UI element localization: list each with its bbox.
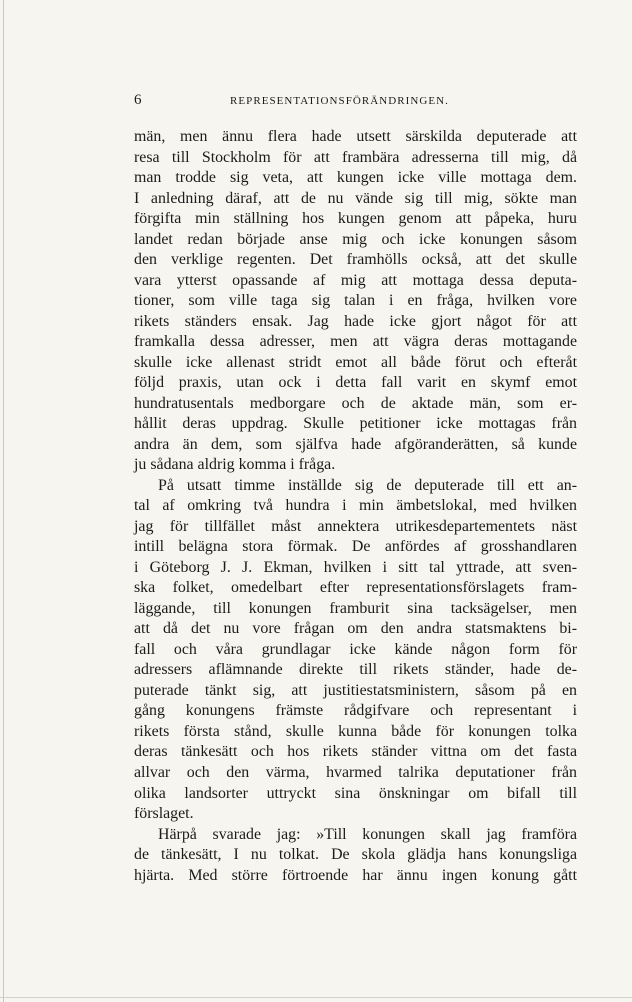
paragraph	[134, 127, 577, 476]
text-line: tioner, som ville taga sig talan i en fråga, hvilken vore	[134, 292, 577, 310]
text-line: landet redan började anse mig och icke konungen såsom	[134, 230, 577, 248]
text-line: rikets ständers ensak. Jag hade icke gjort något för att	[134, 312, 577, 330]
text-line: läggande, till konungen framburit sina tacksägelser, men	[134, 599, 577, 617]
text-line: resa till Stockholm för att frambära adresserna till mig, då	[134, 148, 577, 166]
text-line: vara ytterst opassande af mig att mottaga dessa deputa-	[134, 271, 577, 289]
text-line: att då det nu vore frågan om den andra statsmaktens bi-	[134, 620, 577, 638]
paragraph	[134, 476, 577, 825]
text-line: de tänkesätt, I nu tolkat. De skola glädja hans konungsliga	[134, 846, 577, 864]
text-line: den verklige regenten. Det framhölls också, att det skulle	[134, 251, 577, 269]
page-edge-bottom	[0, 997, 632, 998]
text-line: hållit deras uppdrag. Skulle petitioner icke mottagas från	[134, 415, 577, 433]
running-title: REPRESENTATIONSFÖRÄNDRINGEN.	[230, 95, 449, 107]
text-line: män, men ännu flera hade utsett särskilda deputerade att	[134, 128, 577, 145]
text-line: ska folket, omedelbart efter representationsförslagets fram-	[134, 579, 577, 597]
text-line: förgifta min ställning hos kungen genom att påpeka, huru	[134, 210, 577, 228]
text-line: skulle icke allenast stridt emot all både förut och efteråt	[134, 353, 577, 371]
text-line: allvar och den värma, hvarmed talrika deputationer från	[134, 763, 577, 781]
text-line: tal af omkring två hundra i min ämbetslokal, med hvilken	[134, 497, 577, 515]
text-line: rikets första stånd, skulle kunna både för konungen tolka	[134, 722, 577, 740]
running-head	[134, 92, 577, 110]
page-number: 6	[134, 92, 142, 108]
text-line: hjärta. Med större förtroende har ännu ingen konung gått	[134, 866, 577, 884]
paragraph	[134, 825, 577, 887]
text-line: puterade tänkt sig, att justitiestatsministern, såsom på en	[134, 681, 577, 699]
text-line: På utsatt timme inställde sig de deputerade till ett an-	[158, 476, 577, 494]
text-line: deras tänkesätt och hos rikets ständer vittna om det fasta	[134, 743, 577, 761]
text-line: förslaget.	[134, 805, 194, 823]
text-line: man trodde sig veta, att kungen icke ville mottaga dem.	[134, 169, 577, 187]
text-line: jag för tillfället måst annektera utrikesdepartementets näst	[134, 517, 577, 535]
text-line: framkalla dessa adresser, men att vägra deras mottagande	[134, 333, 577, 351]
text-line: andra än dem, som själfva hade afgöranderätten, så kunde	[134, 435, 577, 453]
text-line: ju sådana aldrig komma i fråga.	[134, 456, 336, 474]
text-line: gång konungens främste rådgifvare och representant i	[134, 702, 577, 720]
text-line: hundratusentals medborgare och de aktade män, som er-	[134, 394, 577, 412]
text-line: olika landsorter uttryckt sina önskningar om bifall till	[134, 784, 577, 802]
text-line: följd praxis, utan ock i detta fall varit en skymf emot	[134, 374, 577, 392]
text-line: I anledning däraf, att de nu vände sig till mig, sökte man	[134, 189, 577, 207]
text-line: i Göteborg J. J. Ekman, hvilken i sitt tal yttrade, att sven-	[134, 558, 577, 576]
text-line: adressers aflämnande direkte till rikets ständer, hade de-	[134, 661, 577, 679]
text-line: fall och våra grundlagar icke kände någon form för	[134, 640, 577, 658]
page-edge-left	[3, 0, 4, 1002]
text-line: Härpå svarade jag: »Till konungen skall jag framföra	[158, 825, 577, 843]
text-line: intill belägna stora förmak. De anfördes af grosshandlaren	[134, 538, 577, 556]
body-text	[134, 127, 577, 886]
